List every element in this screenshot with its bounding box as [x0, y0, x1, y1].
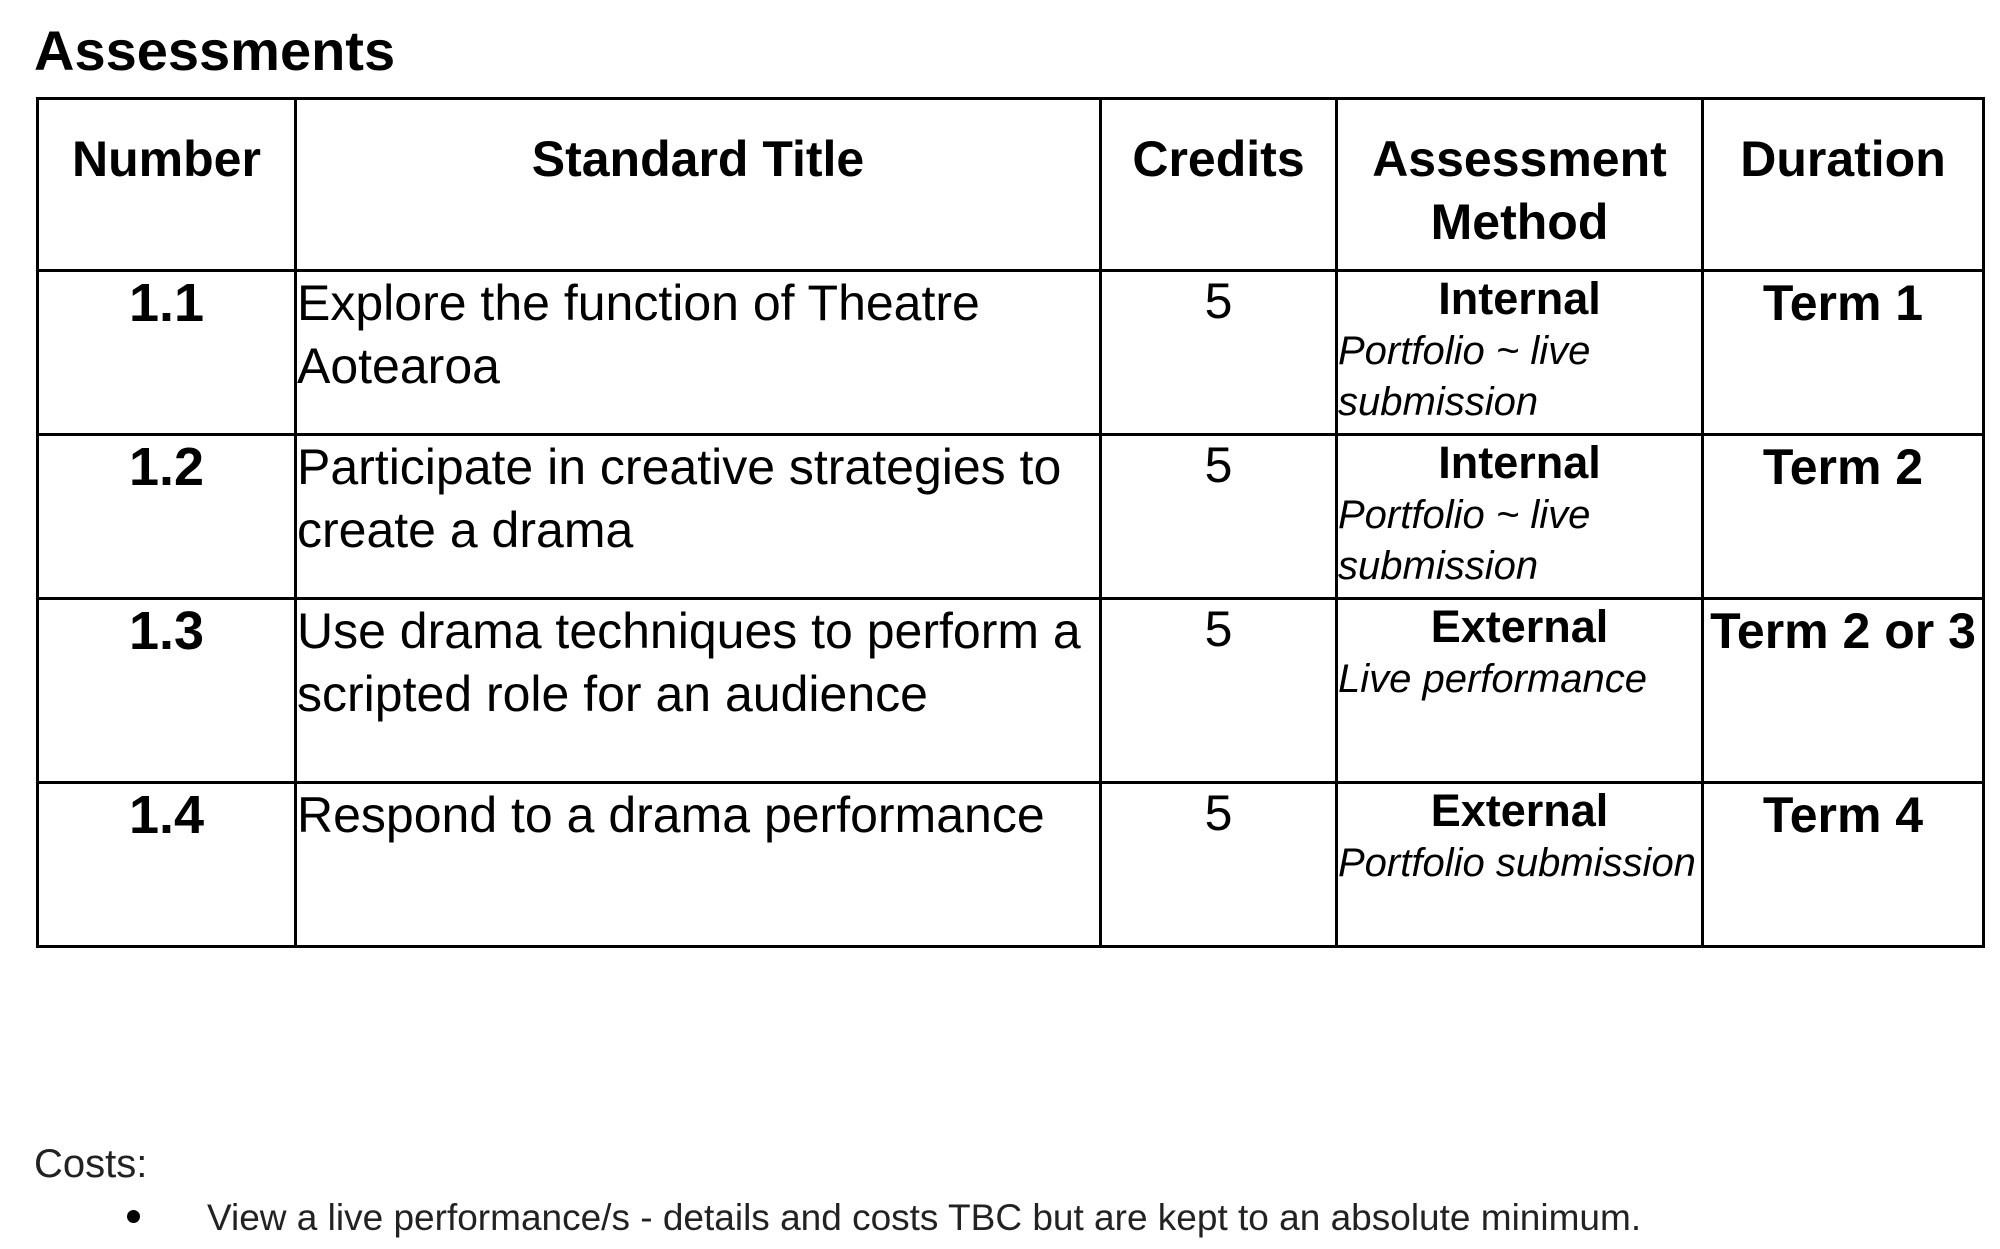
costs-list — [34, 1196, 1641, 1240]
method-type: Internal — [1438, 273, 1601, 324]
method-type: External — [1430, 601, 1609, 652]
table-row — [38, 271, 1984, 435]
costs-heading: Costs: — [34, 1142, 148, 1186]
assessments-table — [36, 97, 1985, 948]
method-detail: Live performance — [1338, 657, 1648, 701]
header-number: Number — [38, 99, 296, 271]
table-header-row — [38, 99, 1984, 271]
costs-section — [34, 1140, 1641, 1240]
table-row — [38, 599, 1984, 783]
cell-credits: 5 — [1101, 599, 1337, 783]
cell-assessment-method — [1337, 271, 1703, 435]
cell-duration: Term 2 or 3 — [1703, 599, 1984, 783]
cell-assessment-method — [1337, 435, 1703, 599]
header-duration: Duration — [1703, 99, 1984, 271]
cell-assessment-method — [1337, 599, 1703, 783]
cell-credits: 5 — [1101, 435, 1337, 599]
cell-credits: 5 — [1101, 783, 1337, 947]
list-item — [34, 1196, 1641, 1240]
cell-assessment-method — [1337, 783, 1703, 947]
cell-duration: Term 1 — [1703, 271, 1984, 435]
header-credits: Credits — [1101, 99, 1337, 271]
method-type: External — [1430, 785, 1609, 836]
method-type: Internal — [1438, 437, 1601, 488]
method-detail: Portfolio ~ live submission — [1338, 329, 1591, 425]
costs-item-text: View a live performance/s - details and costs TBC but are kept to an absolute minimum. — [207, 1197, 1642, 1238]
method-detail: Portfolio ~ live submission — [1338, 493, 1591, 589]
cell-number: 1.1 — [38, 271, 296, 435]
cell-number: 1.4 — [38, 783, 296, 947]
cell-number: 1.2 — [38, 435, 296, 599]
cell-duration: Term 2 — [1703, 435, 1984, 599]
method-detail: Portfolio submission — [1338, 841, 1696, 885]
header-assessment-method: Assessment Method — [1337, 99, 1703, 271]
cell-standard-title: Participate in creative strategies to create a drama — [296, 435, 1101, 599]
cell-standard-title: Explore the function of Theatre Aotearoa — [296, 271, 1101, 435]
table-row — [38, 435, 1984, 599]
table-row — [38, 783, 1984, 947]
cell-credits: 5 — [1101, 271, 1337, 435]
header-standard-title: Standard Title — [296, 99, 1101, 271]
cell-standard-title: Respond to a drama performance — [296, 783, 1101, 947]
page-title: Assessments — [34, 19, 396, 82]
cell-number: 1.3 — [38, 599, 296, 783]
cell-standard-title: Use drama techniques to perform a scripted role for an audience — [296, 599, 1101, 783]
bullet-icon — [127, 1210, 140, 1223]
cell-duration: Term 4 — [1703, 783, 1984, 947]
